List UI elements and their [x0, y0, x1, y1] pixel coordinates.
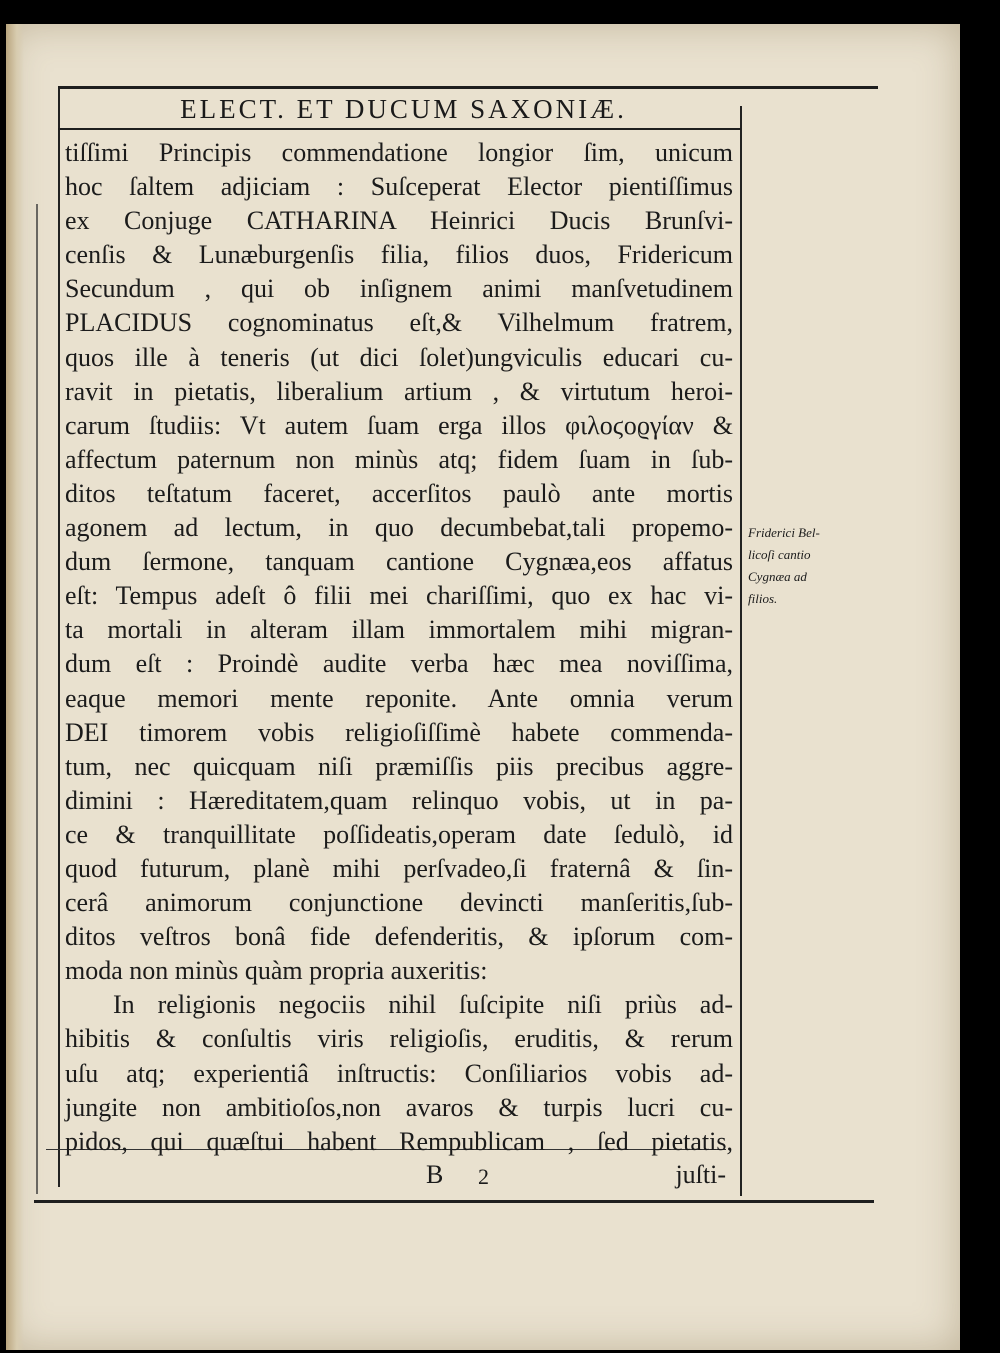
running-header: ELECT. ET DUCUM SAXONIÆ.: [180, 94, 627, 124]
frame-rule-left: [58, 87, 60, 1187]
margin-note-line: Friderici Bel-: [748, 525, 820, 540]
text-line: Secundum , qui ob inſignem animi manſvetudinem: [65, 274, 733, 304]
text-line: pidos, qui quæſtui habent Rempublicam , ſed pietatis,: [65, 1126, 733, 1156]
text-line: ce & tranquillitate poſſideatis,operam date ſedulò, id: [65, 819, 733, 849]
text-line: eſt: Tempus adeſt ô filii mei chariſſimi, quo ex hac vi-: [65, 581, 733, 611]
margin-note: [748, 522, 878, 610]
text-line: hibitis & conſultis viris religioſis, eruditis, & rerum: [65, 1024, 733, 1054]
margin-note-line: Cygnæa ad: [748, 569, 807, 584]
text-line: carum ſtudiis: Vt autem ſuam erga illos φιλοϛοϱγίαν &: [65, 410, 733, 440]
text-line: agonem ad lectum, in quo decumbebat,tali propemo-: [65, 513, 733, 543]
frame-rule-outer-left: [36, 204, 38, 1194]
text-line: ravit in pietatis, liberalium artium , & virtutum heroi-: [65, 376, 733, 406]
page-number: 2: [478, 1164, 489, 1189]
text-line: dum eſt : Proindè audite verba hæc mea noviſſima,: [65, 649, 733, 679]
text-line: cenſis & Lunæburgenſis filia, filios duos, Fridericum: [65, 240, 733, 270]
text-line: uſu atq; experientiâ inſtructis: Conſiliarios vobis ad-: [65, 1058, 733, 1088]
text-line: jungite non ambitioſos,non avaros & turpis lucri cu-: [65, 1092, 733, 1122]
text-line: hoc ſaltem adjiciam : Suſceperat Elector pientiſſimus: [65, 172, 733, 202]
text-line: dum ſermone, tanquam cantione Cygnæa,eos affatus: [65, 547, 733, 577]
signature-mark: B: [426, 1160, 444, 1189]
margin-note-line: filios.: [748, 591, 778, 606]
text-line: ta mortali in alteram illam immortalem mihi migran-: [65, 615, 733, 645]
text-line: moda non minùs quàm propria auxeritis:: [65, 956, 488, 986]
text-line: DEI timorem vobis religioſiſſimè habete commenda-: [65, 717, 733, 747]
text-line: ditos teſtatum faceret, accerſitos paulò ante mortis: [65, 478, 733, 508]
bottom-rule: [34, 1200, 874, 1203]
text-line: In religionis negociis nihil ſuſcipite niſi priùs ad-: [113, 990, 733, 1020]
text-line: tiſſimi Principis commendatione longior ſim, unicum: [65, 138, 733, 167]
book-page: [6, 24, 960, 1350]
text-line: quos ille à teneris (ut dici ſolet)ungviculis educari cu-: [65, 342, 733, 372]
frame-rule-middle: [740, 106, 742, 1196]
top-rule: [58, 86, 878, 89]
header-rule: [58, 128, 741, 130]
text-line: ex Conjuge CATHARINA Heinrici Ducis Brunſvi-: [65, 206, 733, 236]
margin-note-line: licoſi cantio: [748, 547, 811, 562]
catchword: juſti-: [675, 1160, 726, 1189]
text-line: quod futurum, planè mihi perſvadeo,ſi fraternâ & ſin-: [65, 853, 733, 883]
body-text: [65, 136, 733, 1159]
text-line: tum, nec quicquam niſi præmiſſis piis precibus aggre-: [65, 751, 733, 781]
page-edge-stain: [6, 24, 24, 1350]
text-line: eaque memori mente reponite. Ante omnia verum: [65, 683, 733, 713]
text-line: dimini : Hæreditatem,quam relinquo vobis, ut in pa-: [65, 785, 733, 815]
text-line: ditos veſtros bonâ fide defenderitis, & ipſorum com-: [65, 922, 733, 952]
text-line: affectum paternum non minùs atq; fidem ſuam in ſub-: [65, 444, 733, 474]
text-line: cerâ animorum conjunctione devincti manſeritis,ſub-: [65, 888, 733, 918]
text-line: PLACIDUS cognominatus eſt,& Vilhelmum fratrem,: [65, 308, 733, 338]
